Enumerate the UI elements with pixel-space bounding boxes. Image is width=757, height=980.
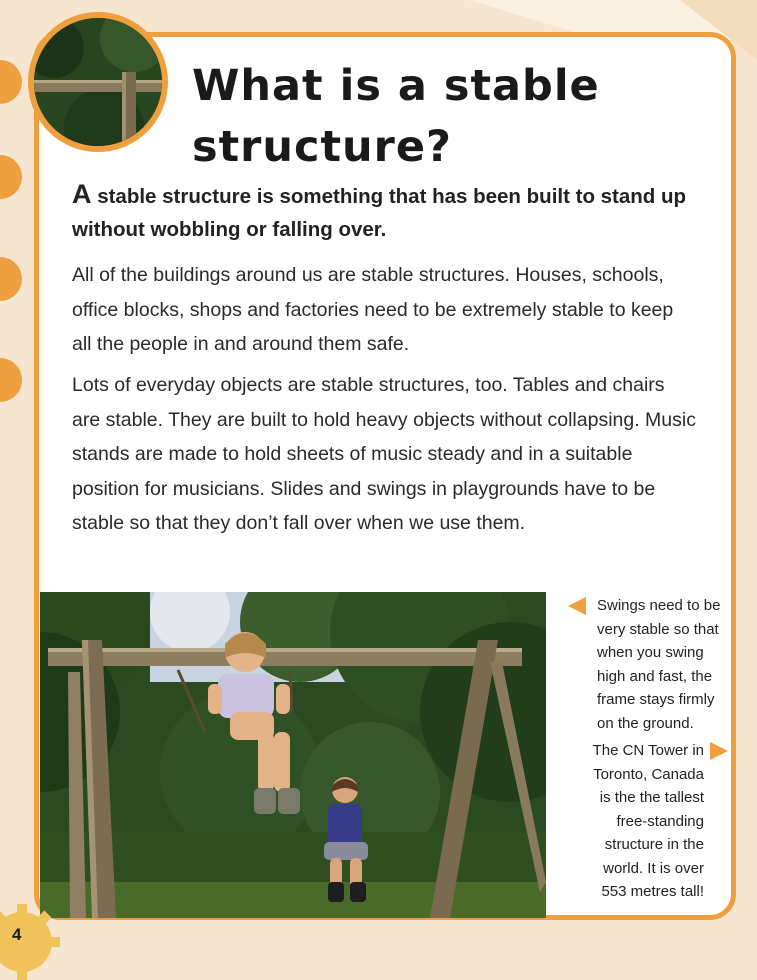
caption-arrow-right-icon (710, 742, 728, 760)
intro-dropcap: A (72, 179, 92, 209)
intro-text: stable structure is something that has been built to stand up without wobbling or falling over. (72, 185, 687, 241)
page-title: What is a stable structure? (192, 61, 600, 172)
body-paragraph-2: Lots of everyday objects are stable structures, too. Tables and chairs are stable. They are built to hold heavy objects without collapsing. Music stands are made to hold sheets of music steady and in a suitable position for musicians. Slides and swings in playgrounds have to be stable so that they don’t fall over when we use them. (72, 374, 696, 534)
corner-photo-swing-frame (28, 12, 168, 152)
body-paragraph-1: All of the buildings around us are stable structures. Houses, schools, office blocks, shops and factories need to be extremely stable to keep all the people in and around them safe. (72, 264, 674, 355)
caption-arrow-left-icon (568, 597, 586, 615)
caption-swings: Swings need to be very stable so that when you swing high and fast, the frame stays firmly on the ground. (597, 597, 721, 732)
intro-paragraph (72, 178, 702, 246)
swing-photo (40, 592, 546, 918)
page-number: 4 (12, 925, 22, 944)
caption-cn-tower: The CN Tower in Toronto, Canada is the the tallest free-standing structure in the world. It is over 553 metres tall! (592, 742, 704, 900)
page-number-badge (0, 904, 60, 980)
